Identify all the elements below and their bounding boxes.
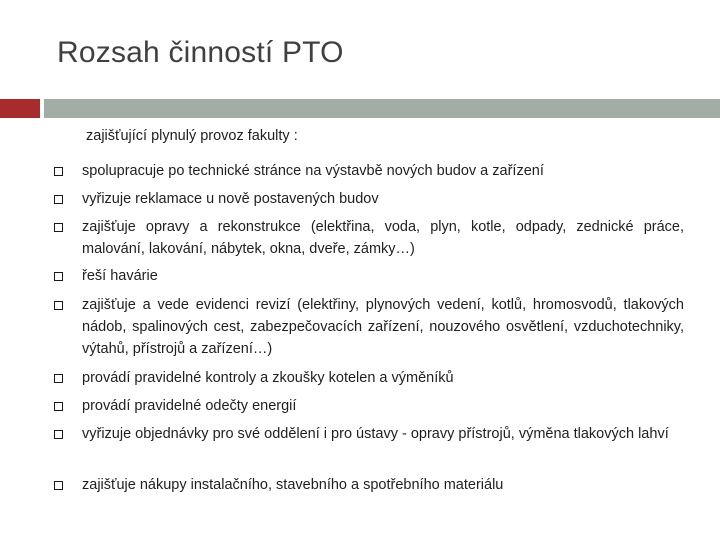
square-bullet-icon [54,195,63,204]
list-item-text: vyřizuje reklamace u nově postavených budov [82,191,379,207]
square-bullet-icon [54,223,63,232]
square-bullet-icon [54,301,63,310]
square-bullet-icon [54,481,63,490]
square-bullet-icon [54,167,63,176]
title-accent-bar [0,99,40,118]
list-item-text: řeší havárie [82,268,158,284]
square-bullet-icon [54,374,63,383]
square-bullet-icon [54,272,63,281]
list-item-text: spolupracuje po technické stránce na výstavbě nových budov a zařízení [82,163,544,179]
list-item-text: provádí pravidelné kontroly a zkoušky kotelen a výměníků [82,370,454,386]
square-bullet-icon [54,402,63,411]
list-item-text: vyřizuje objednávky pro své oddělení i pro ústavy - opravy přístrojů, výměna tlakových lahví [82,426,669,442]
list-item-text: zajišťuje a vede evidenci revizí (elektřiny, plynových vedení, kotlů, hromosvodů, tlakových nádob, spalinových cest, zabezpečovacích zařízení, nouzového osvětlení, vzduchotechniky, výtahů, přístrojů a zařízení…) [82,297,684,357]
title-divider-bar [44,99,720,118]
intro-text: zajišťující plynulý provoz fakulty : [86,128,298,144]
list-item-text: zajišťuje opravy a rekonstrukce (elektřina, voda, plyn, kotle, odpady, zednické práce, malování, lakování, nábytek, okna, dveře, zámky…) [82,219,684,257]
list-item-text: provádí pravidelné odečty energií [82,398,297,414]
square-bullet-icon [54,430,63,439]
list-item-text: zajišťuje nákupy instalačního, stavebního a spotřebního materiálu [82,477,504,493]
slide-title: Rozsah činností PTO [57,36,344,69]
